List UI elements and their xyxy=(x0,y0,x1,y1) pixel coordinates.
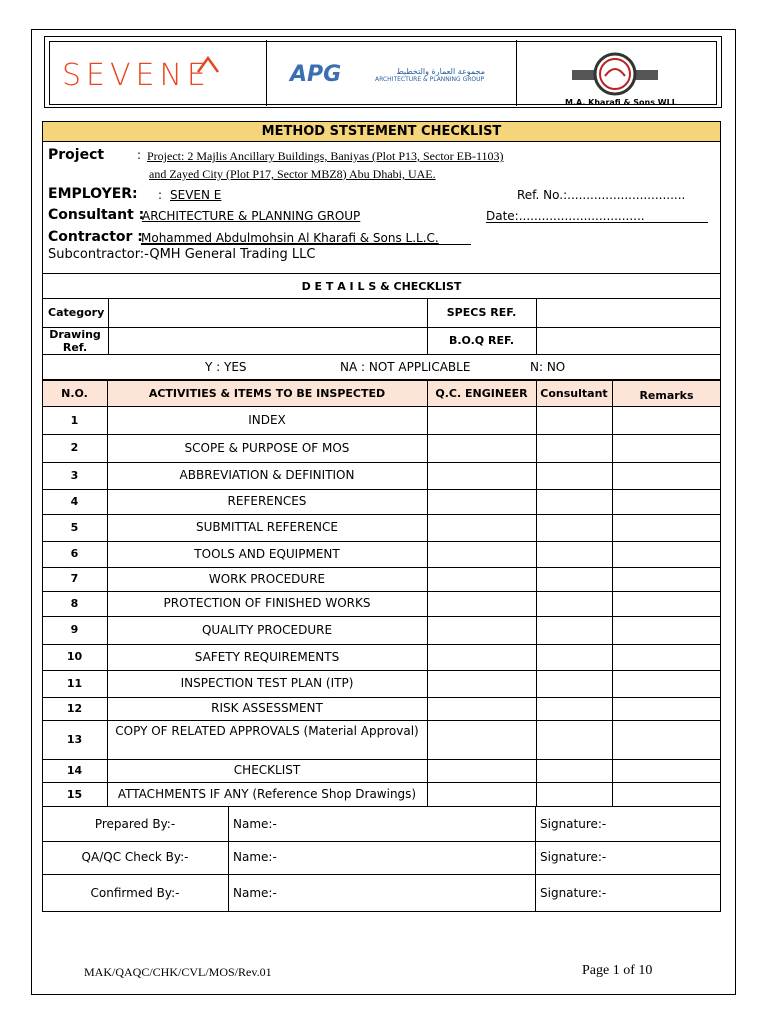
item-label: INSPECTION TEST PLAN (ITP) xyxy=(180,676,354,690)
project-line-1: Project: 2 Majlis Ancillary Buildings, Baniyas (Plot P13, Sector EB-1103) xyxy=(147,149,504,163)
item-label: RISK ASSESSMENT xyxy=(211,701,323,715)
details-title: D E T A I L S & CHECKLIST xyxy=(301,280,462,293)
details-divider xyxy=(536,299,537,355)
row-divider xyxy=(42,697,721,698)
signoff-signature-label: Signature:- xyxy=(540,885,607,900)
signoff-name-label: Name:- xyxy=(233,850,277,864)
document-code: MAK/QAQC/CHK/CVL/MOS/Rev.01 xyxy=(84,965,272,979)
item-number: 9 xyxy=(70,623,79,636)
column-no: N.O. xyxy=(61,387,88,400)
legend-na: NA : NOT APPLICABLE xyxy=(340,360,471,374)
item-label: WORK PROCEDURE xyxy=(208,571,326,586)
item-number: 13 xyxy=(66,732,83,746)
column-remarks: Remarks xyxy=(639,389,694,402)
subcontractor: Subcontractor:-QMH General Trading LLC xyxy=(48,247,316,262)
drawing-ref-label: Drawing Ref. xyxy=(49,328,101,354)
seven-e-logo: SEVENE xyxy=(62,58,211,93)
legend-yes: Y : YES xyxy=(205,360,247,374)
signoff-signature-label: Signature:- xyxy=(540,850,607,864)
signoff-signature-label: Signature:- xyxy=(540,816,607,831)
row-divider xyxy=(42,670,721,671)
employer-label: EMPLOYER: xyxy=(48,186,138,202)
item-number: 5 xyxy=(70,520,79,534)
column-qc-engineer: Q.C. ENGINEER xyxy=(435,387,528,400)
project-line-2: and Zayed City (Plot P17, Sector MBZ8) Abu Dhabi, UAE. xyxy=(149,167,436,181)
item-number: 10 xyxy=(66,650,83,663)
consultant-label: Consultant : xyxy=(48,207,145,223)
row-divider xyxy=(42,567,721,568)
item-number: 4 xyxy=(70,494,79,508)
row-divider xyxy=(42,514,721,515)
kharafi-caption: M.A. Kharafi & Sons WLL xyxy=(565,98,677,107)
row-divider xyxy=(42,644,721,645)
logo-divider xyxy=(516,40,517,106)
signoff-divider xyxy=(42,874,721,875)
date-label: Date:................................. xyxy=(486,209,645,223)
date-underline xyxy=(486,222,708,223)
employer-value: SEVEN E xyxy=(170,188,222,202)
item-number: 1 xyxy=(70,413,79,427)
details-divider xyxy=(108,299,109,355)
boq-ref-label: B.O.Q REF. xyxy=(448,334,515,347)
item-number: 8 xyxy=(70,596,79,610)
column-activities: ACTIVITIES & ITEMS TO BE INSPECTED xyxy=(148,387,386,400)
row-divider xyxy=(42,462,721,463)
details-divider xyxy=(42,327,721,328)
item-label: SUBMITTAL REFERENCE xyxy=(195,520,338,534)
consultant-value: ARCHITECTURE & PLANNING GROUP xyxy=(142,209,361,223)
item-label: SCOPE & PURPOSE OF MOS xyxy=(184,440,350,455)
apg-logo-text: مجموعة العمارة والتخطيط ARCHITECTURE & PLANNING GROUP xyxy=(375,67,485,83)
seven-e-flame-icon xyxy=(196,54,220,74)
row-divider xyxy=(42,616,721,617)
row-divider xyxy=(42,489,721,490)
signoff-name-label: Name:- xyxy=(233,885,277,900)
row-divider xyxy=(42,434,721,435)
item-label: ABBREVIATION & DEFINITION xyxy=(179,468,355,482)
project-colon: : xyxy=(137,148,142,162)
kharafi-gear-icon xyxy=(570,52,660,96)
item-label: ATTACHMENTS IF ANY (Reference Shop Drawings) xyxy=(117,787,417,801)
signoff-role: QA/QC Check By:- xyxy=(81,850,189,864)
page-number: Page 1 of 10 xyxy=(582,963,653,978)
legend-no: N: NO xyxy=(530,360,566,374)
item-number: 15 xyxy=(66,787,83,801)
item-label: COPY OF RELATED APPROVALS (Material Approval) xyxy=(115,724,419,738)
item-label: TOOLS AND EQUIPMENT xyxy=(194,546,340,561)
row-divider xyxy=(42,759,721,760)
signoff-divider xyxy=(42,841,721,842)
item-number: 2 xyxy=(70,441,79,454)
item-number: 3 xyxy=(70,468,79,482)
contractor-label: Contractor : xyxy=(48,229,143,245)
item-number: 12 xyxy=(66,701,83,715)
employer-colon: : xyxy=(158,188,163,202)
signoff-role: Prepared By:- xyxy=(94,816,176,831)
item-label: QUALITY PROCEDURE xyxy=(201,622,333,637)
column-consultant: Consultant xyxy=(540,387,608,400)
item-label: INDEX xyxy=(248,413,286,427)
item-number: 14 xyxy=(66,763,83,777)
ref-no-label: Ref. No.:............................... xyxy=(517,188,686,202)
apg-logo: APG xyxy=(290,62,342,87)
contractor-underline xyxy=(141,244,471,245)
category-label: Category xyxy=(48,306,105,319)
item-label: SAFETY REQUIREMENTS xyxy=(194,649,340,664)
row-divider xyxy=(42,782,721,783)
contractor-value: Mohammed Abdulmohsin Al Kharafi & Sons L.L.C. xyxy=(141,231,439,245)
signoff-role: Confirmed By:- xyxy=(90,885,180,900)
signoff-divider xyxy=(228,807,229,912)
project-label: Project xyxy=(48,147,105,163)
item-number: 7 xyxy=(70,572,79,585)
page-title: METHOD STSTEMENT CHECKLIST xyxy=(261,124,502,139)
item-number: 6 xyxy=(70,547,79,560)
item-label: REFERENCES xyxy=(227,494,307,508)
signoff-divider xyxy=(535,807,536,912)
item-label: PROTECTION OF FINISHED WORKS xyxy=(163,596,371,610)
logo-divider xyxy=(266,40,267,106)
item-number: 11 xyxy=(66,676,83,690)
specs-ref-label: SPECS REF. xyxy=(446,306,517,319)
signoff-name-label: Name:- xyxy=(233,816,277,831)
row-divider xyxy=(42,541,721,542)
row-divider xyxy=(42,720,721,721)
row-divider xyxy=(42,591,721,592)
item-label: CHECKLIST xyxy=(233,763,301,777)
